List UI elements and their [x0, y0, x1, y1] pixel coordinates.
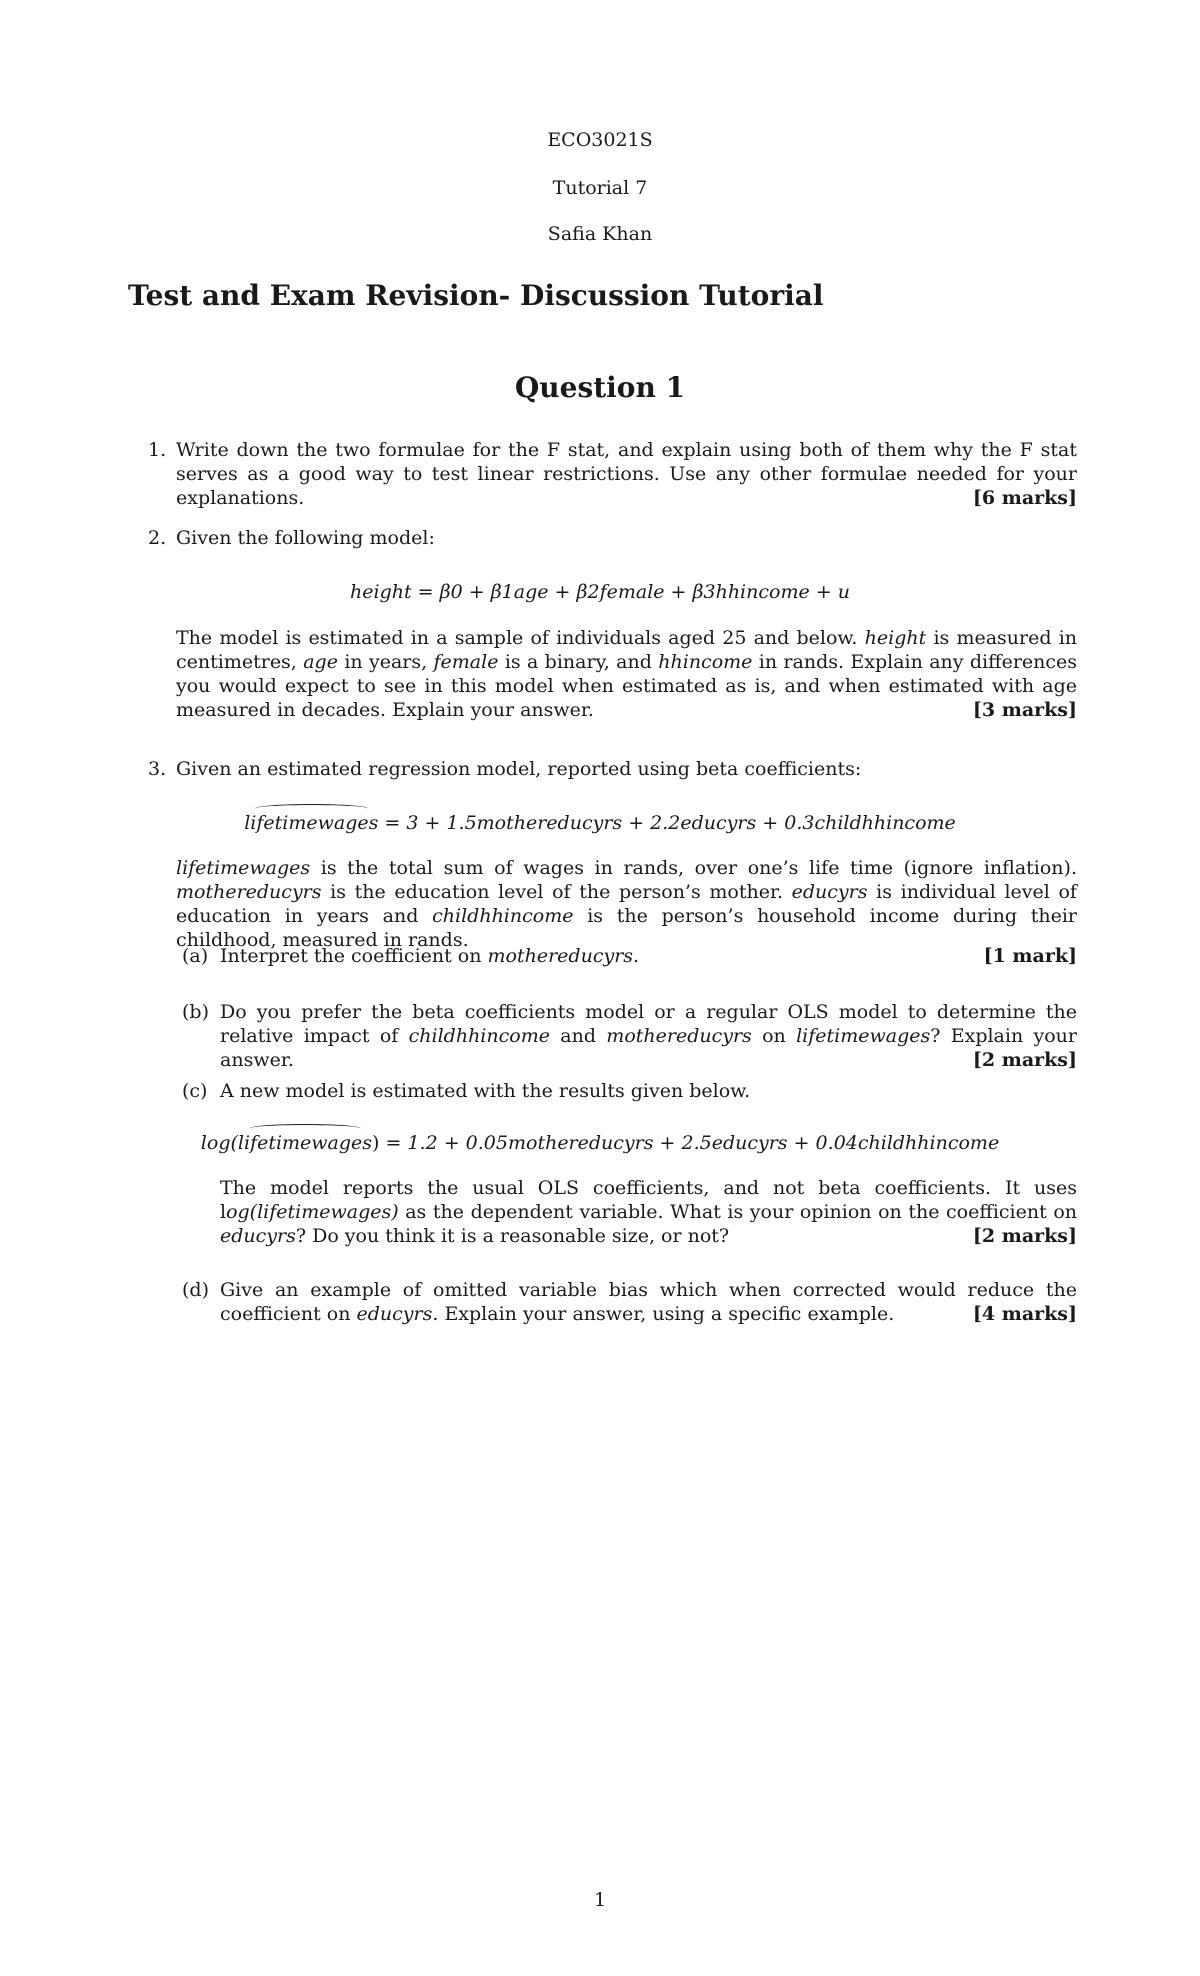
sub-intro: A new model is estimated with the results given below.: [220, 1080, 751, 1102]
item-intro: Given an estimated regression model, reported using beta coefficients:: [176, 758, 862, 780]
item-number: 3.: [148, 758, 167, 780]
sub-question-c: [182, 1079, 1077, 1103]
sub-label: (b): [182, 1001, 209, 1023]
variable-educyrs: educyrs: [356, 1303, 433, 1325]
variable-mothereducyrs: mothereducyrs: [176, 881, 322, 903]
document-title: Test and Exam Revision- Discussion Tutorial: [128, 279, 824, 312]
sub-label: (d): [182, 1279, 209, 1301]
marks-label: [4 marks]: [972, 1303, 1077, 1325]
sub-question-a: (a) [1 mark] Interpret the coefficient on mothereducyrs.: [182, 945, 1077, 967]
variable-lifetimewages: lifetimewages: [796, 1025, 931, 1047]
variable-mothereducyrs: mothereducyrs: [487, 945, 634, 967]
sub-label: (c): [182, 1080, 208, 1102]
marks-label: [1 mark]: [983, 945, 1077, 967]
variable-lifetimewages: lifetimewages: [176, 857, 311, 879]
item-3-paragraph: lifetimewages is the total sum of wages in rands, over one’s life time (ignore inflation). mothereducyrs is the education level of the person’s mother. educyrs is individual level of education in years and childhhincome is the person’s household income during their childhood, measured in rands.: [176, 857, 1077, 951]
item-2-paragraph: The model is estimated in a sample of individuals aged 25 and below. height is measured in centimetres, age in years, female is a binary, and hhincome in rands. Explain any differences you would expect to see in this model when estimated as is, and when estimated with age measured in decades. Explain your answer. [3 marks]: [176, 627, 1078, 721]
marks-label: [6 marks]: [972, 487, 1077, 509]
marks-label: [2 marks]: [972, 1049, 1077, 1071]
item-number: 1.: [148, 439, 167, 461]
course-code: ECO3021S: [547, 129, 653, 151]
item-number: 2.: [148, 527, 167, 549]
beta-model-equation: lifetimewages = 3 + 1.5mothereducyrs + 2.2educyrs + 0.3childhhincome: [244, 812, 956, 834]
marks-label: [2 marks]: [972, 1225, 1077, 1247]
hat-lifetimewages: lifetimewages: [244, 812, 379, 834]
log-model-equation: log(lifetimewages) = 1.2 + 0.05mothereducyrs + 2.5educyrs + 0.04childhhincome: [200, 1132, 1000, 1154]
variable-childhhincome: childhhincome: [432, 905, 574, 927]
marks-label: [3 marks]: [972, 699, 1077, 721]
variable-childhhincome: childhhincome: [408, 1025, 550, 1047]
variable-educyrs: educyrs: [791, 881, 868, 903]
question-heading: Question 1: [514, 371, 686, 404]
item-intro: Given the following model:: [176, 527, 435, 549]
page-number: 1: [593, 1889, 607, 1911]
variable-hhincome: hhincome: [658, 651, 753, 673]
question-item-3: [148, 757, 1077, 781]
variable-educyrs: educyrs: [220, 1225, 296, 1247]
sub-label: (a): [182, 945, 209, 967]
sub-question-c-paragraph: The model reports the usual OLS coefficients, and not beta coefficients. It uses log(lifetimewages) as the dependent variable. What is your opinion on the coefficient on educyrs? Do you think it is a reasonable size, or not? [2 marks]: [220, 1177, 1077, 1247]
question-item-1: [148, 438, 1077, 510]
sub-question-b: (b) Do you prefer the beta coefficients model or a regular OLS model to determine the relative impact of childhhincome and mothereducyrs on lifetimewages? Explain your answer. [2 marks]: [182, 1001, 1077, 1071]
sub-question-d: (d) Give an example of omitted variable bias which when corrected would reduce the coefficient on educyrs. Explain your answer, using a specific example. [4 marks]: [182, 1279, 1077, 1325]
author-name: Safia Khan: [547, 223, 653, 245]
tutorial-number: Tutorial 7: [552, 177, 648, 199]
variable-height: height: [864, 627, 927, 649]
hat-lifetimewages: lifetimewages: [237, 1132, 373, 1154]
variable-log-lifetimewages: og(lifetimewages): [226, 1201, 399, 1223]
item-text: Write down the two formulae for the F stat, and explain using both of them why the F stat serves as a good way to test linear restrictions. Use any other formulae needed for your explanations.: [176, 439, 1077, 509]
question-item-2: [148, 526, 1077, 550]
variable-mothereducyrs: mothereducyrs: [606, 1025, 752, 1047]
variable-age: age: [303, 651, 338, 673]
variable-female: female: [433, 651, 499, 673]
height-model-equation: height = β0 + β1age + β2female + β3hhincome + u: [350, 581, 850, 603]
